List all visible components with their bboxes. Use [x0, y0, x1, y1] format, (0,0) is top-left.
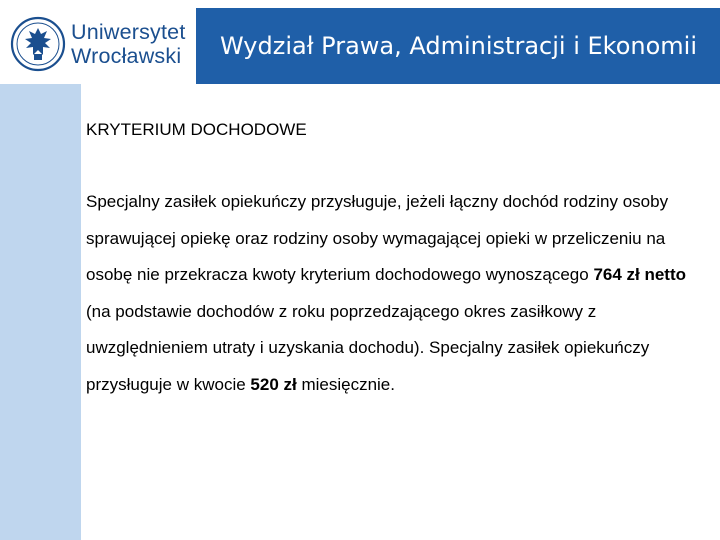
page-title: Wydział Prawa, Administracji i Ekonomii — [220, 32, 697, 60]
university-name-line1: Uniwersytet — [71, 20, 186, 44]
university-emblem-icon — [10, 16, 66, 72]
body-text-part1: Specjalny zasiłek opiekuńczy przysługuje, jeżeli łączny dochód rodziny osoby sprawującej opiekę oraz rodziny osoby wymagającej opieki w przeliczeniu na osobę nie przekracza kwoty kryterium dochodowego wynoszącego — [86, 192, 669, 284]
body-text-part2: (na podstawie dochodów z roku poprzedzającego okres zasiłkowy z uwzględnieniem utraty i uzyskania dochodu). Specjalny zasiłek opiekuńczy przysługuje w kwocie — [86, 301, 650, 394]
university-logo — [10, 14, 190, 74]
body-text-part3: miesięcznie. — [296, 374, 395, 394]
header-band — [196, 8, 720, 84]
income-threshold-amount: 764 zł netto — [593, 265, 687, 284]
left-decorative-bar — [0, 84, 81, 540]
section-heading: KRYTERIUM DOCHODOWE — [86, 120, 307, 139]
university-name — [71, 20, 186, 68]
university-name-line2: Wrocławski — [71, 44, 182, 68]
benefit-amount: 520 zł — [250, 374, 297, 394]
body-paragraph — [86, 184, 706, 403]
